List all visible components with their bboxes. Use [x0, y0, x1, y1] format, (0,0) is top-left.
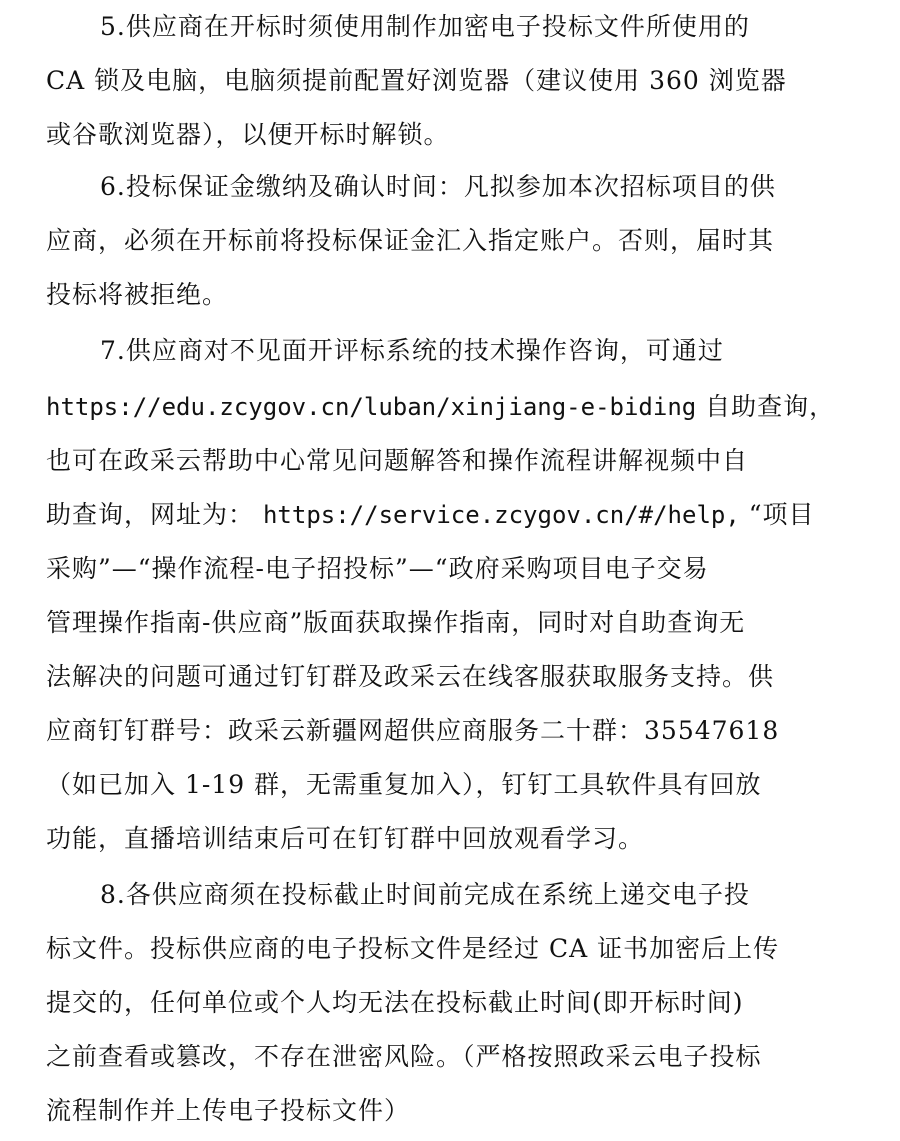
- paragraph-8-line-2: 标文件。投标供应商的电子投标文件是经过 CA 证书加密后上传: [46, 934, 780, 963]
- paragraph-6-line-2: 应商，必须在开标前将投标保证金汇入指定账户。否则，届时其: [46, 226, 775, 255]
- paragraph-7-line-8: 应商钉钉群号：政采云新疆网超供应商服务二十群：35547618: [46, 716, 780, 745]
- url-line-1-suffix: 自助查询，: [705, 392, 836, 421]
- paragraph-5-line-3: 或谷歌浏览器），以便开标时解锁。: [46, 120, 450, 149]
- paragraph-7-line-1: 7.供应商对不见面开评标系统的技术操作咨询，可通过: [100, 336, 724, 365]
- paragraph-7-line-7: 法解决的问题可通过钉钉群及政采云在线客服获取服务支持。供: [46, 662, 775, 691]
- paragraph-7-line-3: 也可在政采云帮助中心常见问题解答和操作流程讲解视频中自: [46, 446, 749, 475]
- paragraph-8-line-3: 提交的，任何单位或个人均无法在投标截止时间(即开标时间): [46, 988, 744, 1017]
- paragraph-7-line-9: （如已加入 1-19 群，无需重复加入），钉钉工具软件具有回放: [46, 770, 762, 799]
- paragraph-5-line-1: 5.供应商在开标时须使用制作加密电子投标文件所使用的: [100, 12, 750, 41]
- paragraph-8-line-1: 8.各供应商须在投标截止时间前完成在系统上递交电子投: [100, 880, 750, 909]
- paragraph-6-line-1: 6.投标保证金缴纳及确认时间：凡拟参加本次招标项目的供: [100, 172, 776, 201]
- paragraph-7-line-6: 管理操作指南-供应商”版面获取操作指南，同时对自助查询无: [46, 608, 746, 637]
- paragraph-8-line-4: 之前查看或篡改，不存在泄密风险。（严格按照政采云电子投标: [46, 1042, 762, 1071]
- paragraph-7-line-5: 采购”—“操作流程-电子招投标”—“政府采购项目电子交易: [46, 554, 709, 583]
- paragraph-6-line-3: 投标将被拒绝。: [46, 280, 229, 309]
- paragraph-5-line-2: CA 锁及电脑，电脑须提前配置好浏览器（建议使用 360 浏览器: [46, 66, 787, 95]
- paragraph-8-line-5: 流程制作并上传电子投标文件）: [46, 1096, 411, 1125]
- help-url-edu: https://edu.zcygov.cn/luban/xinjiang-e-biding: [46, 393, 697, 421]
- url-line-2-prefix: 助查询，网址为：: [46, 500, 255, 529]
- url-line-2-suffix: “项目: [748, 500, 815, 529]
- paragraph-7-line-10: 功能，直播培训结束后可在钉钉群中回放观看学习。: [46, 824, 645, 853]
- paragraph-7-url-line-2: [46, 488, 866, 542]
- help-url-service: https://service.zcygov.cn/#/help,: [262, 501, 740, 529]
- paragraph-7-url-line-1: [46, 380, 866, 434]
